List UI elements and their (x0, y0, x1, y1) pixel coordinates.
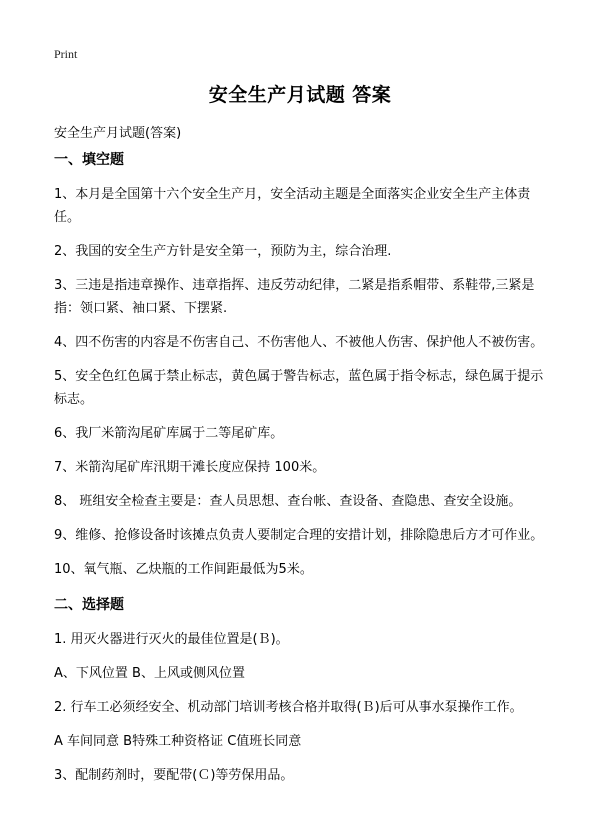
section-fill-in (54, 150, 548, 581)
question-item: 3、三违是指违章操作、违章指挥、违反劳动纪律，二紧是指系帽带、系鞋带,三紧是指：领口紧、袖口紧、下摆紧. (54, 278, 535, 316)
document-subtitle: 安全生产月试题(答案) (54, 126, 182, 141)
question-item: 6、我厂米箭沟尾矿库属于二等尾矿库。 (54, 426, 284, 441)
document-title: 安全生产月试题 答案 (208, 84, 392, 106)
question-item: 1、本月是全国第十六个安全生产月，安全活动主题是全面落实企业安全生产主体责任。 (54, 187, 531, 225)
print-label: Print (54, 47, 78, 61)
question-item: 10、氧气瓶、乙炔瓶的工作间距最低为5米。 (54, 562, 313, 577)
question-item: 5、安全色红色属于禁止标志，黄色属于警告标志，蓝色属于指令标志，绿色属于提示标志。 (54, 369, 544, 407)
question-item: 4、四不伤害的内容是不伤害自己、不伤害他人、不被他人伤害、保护他人不被伤害。 (54, 335, 544, 350)
question-item: 1. 用灭火器进行灭火的最佳位置是(Ｂ)。 (54, 632, 289, 647)
answer-options: A、下风位置 B、上风或侧风位置 (54, 666, 245, 681)
section-multiple-choice (54, 595, 548, 787)
document-body (54, 150, 548, 798)
question-item: 8、 班组安全检查主要是：查人员思想、查台帐、查设备、查隐患、查安全设施。 (54, 494, 522, 509)
answer-options: A 车间同意 B特殊工种资格证 C值班长同意 (54, 734, 302, 749)
question-item: 3、配制药剂时，要配带(Ｃ)等劳保用品。 (54, 768, 294, 783)
section-heading: 一、填空题 (54, 152, 124, 168)
question-item: 2. 行车工必须经安全、机动部门培训考核合格并取得(Ｂ)后可从事水泵操作工作。 (54, 700, 523, 715)
question-item: 2、我国的安全生产方针是安全第一，预防为主，综合治理. (54, 244, 392, 259)
question-item: 9、维修、抢修设备时该摊点负责人要制定合理的安措计划，排除隐患后方才可作业。 (54, 528, 544, 543)
section-heading: 二、选择题 (54, 597, 124, 613)
question-item: 7、米箭沟尾矿库汛期干滩长度应保持 100米。 (54, 460, 326, 475)
